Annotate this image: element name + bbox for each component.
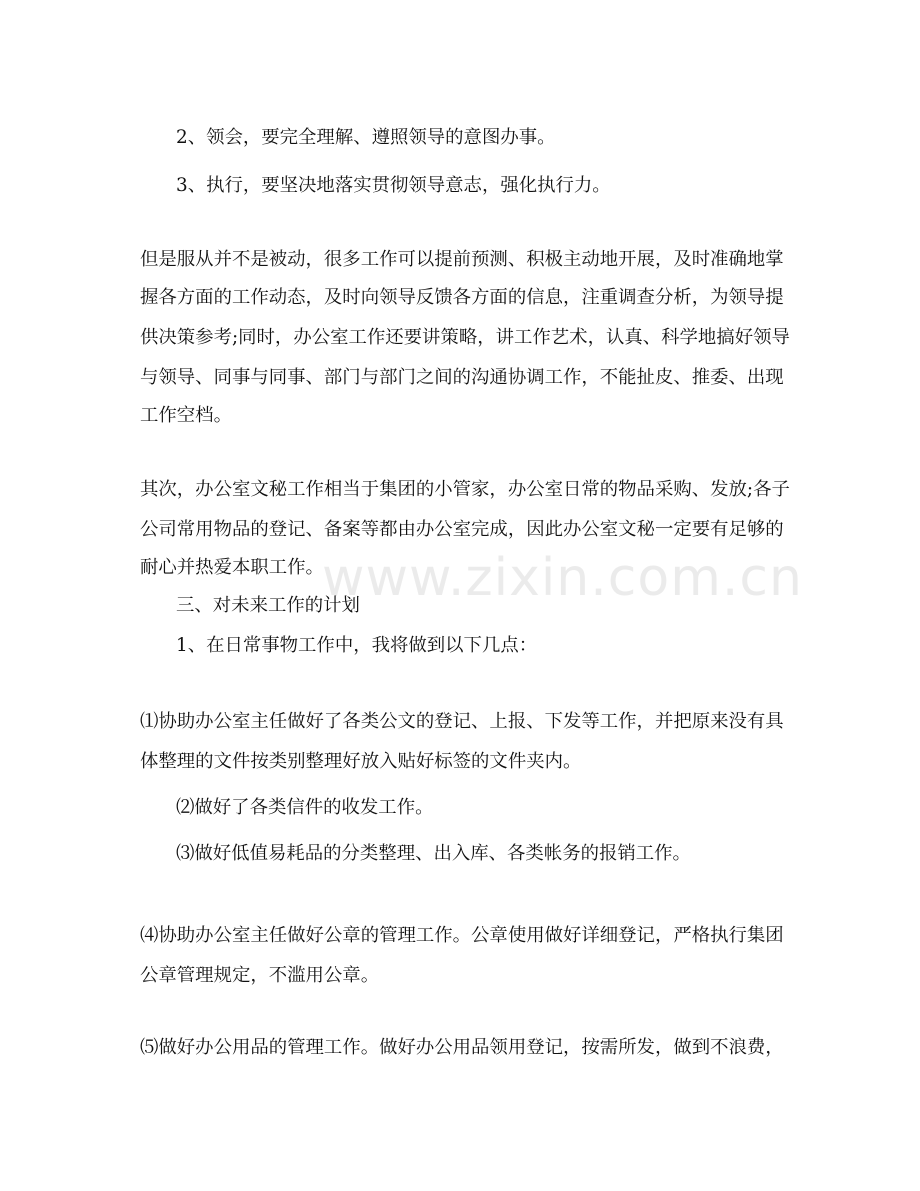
list-item-4-line-1: ⑷协助办公室主任做好公章的管理工作。公章使用做好详细登记，严格执行集团 (140, 925, 784, 946)
list-item-2: ⑵做好了各类信件的收发工作。 (176, 797, 434, 818)
text-line-6: 与领导、同事与同事、部门与部门之间的沟通协调工作，不能扯皮、推委、出现 (140, 367, 784, 388)
list-item-5-line-1: ⑸做好办公用品的管理工作。做好办公用品领用登记，按需所发，做到不浪费， (140, 1037, 784, 1058)
text-line-7: 工作空档。 (140, 405, 232, 426)
text-line-3: 但是服从并不是被动，很多工作可以提前预测、积极主动地开展，及时准确地掌 (140, 249, 784, 270)
list-item-1-line-1: ⑴协助办公室主任做好了各类公文的登记、上报、下发等工作，并把原来没有具 (140, 711, 784, 732)
list-item-3: ⑶做好低值易耗品的分类整理、出入库、各类帐务的报销工作。 (176, 843, 691, 864)
text-line-8: 其次，办公室文秘工作相当于集团的小管家，办公室日常的物品采购、发放;各子 (140, 479, 790, 500)
section-heading: 三、对未来工作的计划 (176, 595, 360, 616)
list-item-1-line-2: 体整理的文件按类别整理好放入贴好标签的文件夹内。 (140, 751, 582, 772)
text-line-2: 3、执行，要坚决地落实贯彻领导意志，强化执行力。 (176, 175, 611, 196)
watermark: www.zixin.com.cn (322, 548, 803, 608)
text-line-4: 握各方面的工作动态，及时向领导反馈各方面的信息，注重调查分析，为领导提 (140, 287, 784, 308)
text-line-1: 2、领会，要完全理解、遵照领导的意图办事。 (176, 127, 556, 148)
text-line-9: 公司常用物品的登记、备案等都由办公室完成，因此办公室文秘一定要有足够的 (140, 519, 784, 540)
list-item-4-line-2: 公章管理规定，不滥用公章。 (140, 965, 380, 986)
text-line-5: 供决策参考;同时，办公室工作还要讲策略，讲工作艺术，认真、科学地搞好领导 (140, 327, 790, 348)
text-line-10: 耐心并热爱本职工作。 (140, 557, 324, 578)
text-line-12: 1、在日常事物工作中，我将做到以下几点： (176, 635, 538, 656)
